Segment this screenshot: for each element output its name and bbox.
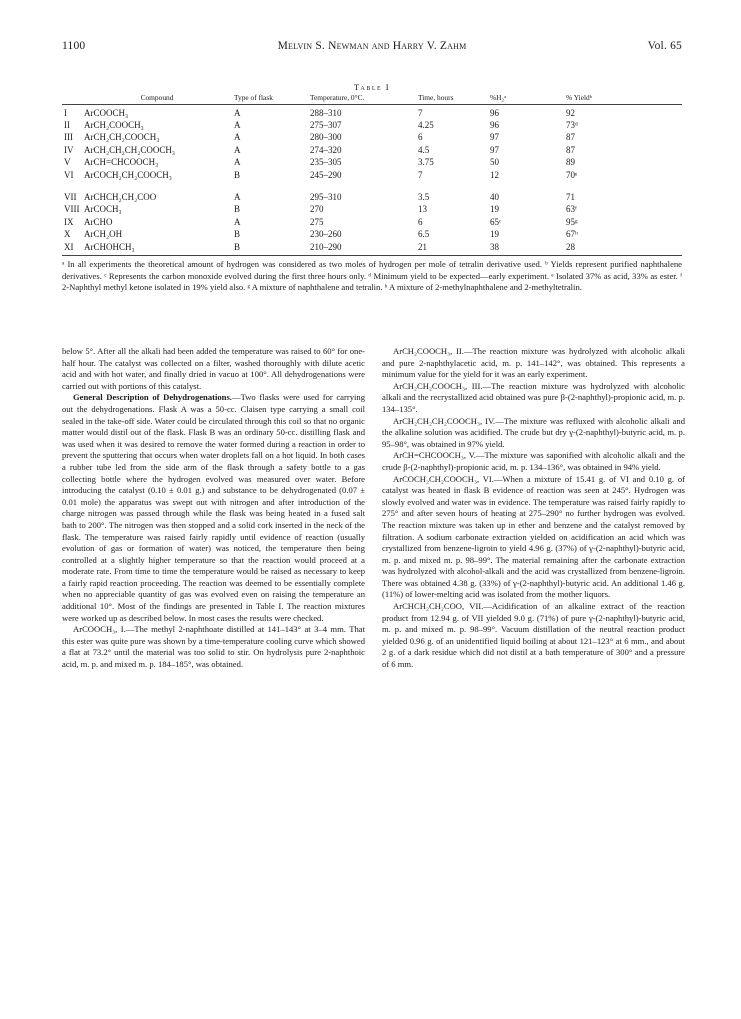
yield-percent: 67ʰ [566,229,578,240]
compound-formula: ArCOCH₂CH₂COOCH₃ [84,169,172,180]
table-row [62,229,682,241]
paragraph-general-description [62,392,365,624]
table-header-row [62,94,682,105]
paragraph-compound-iv [382,416,685,451]
time-hours: 7 [418,169,423,180]
volume-label: Vol. 65 [647,40,682,52]
temperature-range: 245–290 [310,169,342,180]
header-temperature: Temperature, 0°C. [308,94,416,105]
temperature-range: 270 [310,204,324,215]
temperature-range: 280–300 [310,132,342,143]
compound-formula: ArCHCH₂CH₂COO [84,192,157,203]
flask-type: B [234,241,241,252]
yield-percent: 87 [566,132,575,143]
row-number: IX [64,216,74,227]
h2-percent: 65ᶜ [490,216,502,227]
flask-type: B [234,169,241,180]
time-hours: 3.5 [418,192,430,203]
table-row [62,105,682,120]
paragraph-text: —Acidification of an alkaline extract of the reaction product from 12.94 g. of VII yielded 9.0 g. (71%) of pure γ-(2-naphthyl)-butyric acid, m. p. and mixed m. p. 98–99°. Vacuum distillation of the neutral reaction product yielded 0.96 g. of an unidentified liquid boiling at about 121–123° at 6 mm., and about 2 g. of a dark residue which did not distil at a bath temperature of 300° and a pressure of 6 mm. [382,601,685,670]
flask-type: A [234,120,241,131]
h2-percent: 12 [490,169,499,180]
time-hours: 6 [418,132,423,143]
table-row [62,119,682,131]
paragraph-compound-i [62,624,365,670]
h2-percent: 50 [490,157,499,168]
time-hours: 13 [418,204,427,215]
yield-percent: 71 [566,192,575,203]
table-title: Table I [353,82,391,92]
compound-heading: ArCH₂CH₂CH₂COOCH₃, IV. [393,415,496,426]
compound-formula: ArCH=CHCOOCH₃ [84,157,159,168]
header-yield: % Yieldᵇ [564,94,682,105]
paragraph-text: —The reaction mixture was hydrolyzed with alcoholic alkali and the recrystallized acid obtained was pure β-(2-naphthyl)-propionic acid, m. p. 134–135°. [382,380,685,414]
temperature-range: 235–305 [310,157,342,168]
row-number: I [64,107,67,118]
flask-type: B [234,204,241,215]
paragraph-catalyst: below 5°. After all the alkali had been added the temperature was raised to 60° for one-half hour. The catalyst was collected on a filter, washed thoroughly with dilute acetic acid and with hot water, and finally dried in vacuo at 100°. All dehydrogenations were carried out with portions of this catalyst. [62,346,365,391]
paragraph-compound-v [382,450,685,473]
left-column [62,346,365,671]
row-number: III [64,132,73,143]
header-time: Time, hours [416,94,488,105]
table-row [62,169,682,181]
temperature-range: 274–320 [310,144,342,155]
h2-percent: 96 [490,107,499,118]
compound-formula: ArCHOHCH₃ [84,241,135,252]
row-number: VIII [64,204,80,215]
right-column [382,346,685,671]
paragraph-text: —The methyl 2-naphthoate distilled at 141–143° at 3–4 mm. That this ester was quite pure was shown by a time-temperature cooling curve which showed a flat at 73.2° until the material was too solid to stir. On hydrolysis pure 2-naphthoic acid, m. p. and mixed m. p. 184–185°, was obtained. [62,624,365,670]
time-hours: 4.25 [418,120,434,131]
time-hours: 4.5 [418,144,430,155]
table-row [62,132,682,144]
yield-percent: 92 [566,107,575,118]
flask-type: B [234,229,241,240]
flask-type: A [234,132,241,143]
running-authors: Melvin S. Newman and Harry V. Zahm [277,40,467,52]
compound-formula: ArCOOCH₃ [84,107,129,118]
table-row [62,157,682,169]
compound-heading: ArCH=CHCOOCH₃, V. [393,450,476,461]
compound-formula: ArCH₂OH [84,229,123,240]
page [62,40,685,670]
time-hours: 6 [418,216,423,227]
table-row [62,144,682,156]
flask-type: A [234,157,241,168]
paragraph-text: —The reaction mixture was hydrolyzed with alcoholic alkali and pure 2-naphthylacetic acid, m. p. 141–142°, was obtained. This represents a minimum value for the yield for it was an early experiment. [382,346,685,380]
running-header [62,40,682,58]
row-number: II [64,120,70,131]
temperature-range: 230–260 [310,229,342,240]
time-hours: 3.75 [418,157,434,168]
row-number: X [64,229,71,240]
table-spacer [62,181,682,191]
table-row [62,216,682,228]
compound-formula: ArCH₂CH₂CH₂COOCH₃ [84,144,176,155]
row-number: IV [64,144,74,155]
compound-formula: ArCH₂CH₂COOCH₃ [84,132,160,143]
temperature-range: 288–310 [310,107,342,118]
row-number: XI [64,241,74,252]
yield-percent: 95ᵍ [566,216,578,227]
paragraph-compound-iii [382,381,685,416]
temperature-range: 210–290 [310,241,342,252]
temperature-range: 275–307 [310,120,342,131]
table-row [62,191,682,203]
header-compound: Compound [82,94,232,105]
compound-heading: ArCH₂CH₂COOCH₃, III. [393,380,483,391]
paragraph-text: —The mixture was refluxed with alcoholic alkali and the alkaline solution was acidified. The crude but dry γ-(2-naphthyl)-butyric acid, m. p. 95–98°, was obtained in 97% yield. [382,415,685,449]
row-number: VI [64,169,74,180]
table-row [62,204,682,216]
flask-type: A [234,107,241,118]
h2-percent: 40 [490,192,499,203]
time-hours: 6.5 [418,229,430,240]
paragraph-compound-vi [382,474,685,602]
compound-formula: ArCOCH₃ [84,204,122,215]
table-row [62,241,682,253]
h2-percent: 96 [490,120,499,131]
section-heading: General Description of Dehydrogenations. [73,392,232,403]
h2-percent: 97 [490,132,499,143]
yield-percent: 89 [566,157,575,168]
yield-percent: 63ᶠ [566,204,577,215]
page-number: 1100 [62,40,86,52]
paragraph-text: —When a mixture of 15.41 g. of VI and 0.10 g. of catalyst was heated in flask B evidence of reaction was seen at 245°. Hydrogen was slowly evolved and water was in evidence. The temperature was raised fairly rapidly to 275° and after seven hours of heating at 275–290° no further hydrogen was evolved. The reaction mixture was taken up in ether and benzene and the catalyst removed by filtration. A sodium carbonate extraction yielded on acidification an acid which was crystallized from benzene-ligroin to yield 4.96 g. (37%) of γ-(2-naphthyl)-butyric acid, m. p. and mixed m. p. 98–99°. The material remaining after the carbonate extraction was hydrolyzed with alcohol-alkali and the acid was crystallized from benzene-ligroin. There was obtained 4.38 g. (33%) of γ-(2-naphthyl)-butyric acid. An additional 1.46 g. (11%) of lower-melting acid was isolated from the mother liquors. [382,473,685,600]
paragraph-compound-vii [382,601,685,671]
row-number: VII [64,192,77,203]
paragraph-compound-ii [382,346,685,381]
temperature-range: 295–310 [310,192,342,203]
results-table [62,94,682,253]
header-number [62,94,82,105]
yield-percent: 28 [566,241,575,252]
flask-type: A [234,192,241,203]
row-number: V [64,157,71,168]
compound-formula: ArCHO [84,216,113,227]
compound-heading: ArCOOCH₃, I. [73,624,126,635]
h2-percent: 38 [490,241,499,252]
compound-heading: ArCHCH₂CH₂COO, VII. [393,601,484,612]
yield-percent: 70ᵉ [566,169,578,180]
yield-percent: 87 [566,144,575,155]
h2-percent: 19 [490,229,499,240]
time-hours: 21 [418,241,427,252]
h2-percent: 19 [490,204,499,215]
header-h2: %H₂ᵃ [488,94,564,105]
header-flask: Type of flask [232,94,308,105]
compound-heading: ArCH₂COOCH₃, II. [393,346,464,356]
flask-type: A [234,216,241,227]
flask-type: A [234,144,241,155]
time-hours: 7 [418,107,423,118]
yield-percent: 73ᵈ [566,120,578,131]
table-footnotes: ᵃ In all experiments the theoretical amount of hydrogen was considered as two moles of hydrogen per mole of tetralin derivative used. ᵇ Yields represent purified naphthalene derivatives. ᶜ Represents the carbon monoxide evolved during the first three hours only. ᵈ Minimum yield to be expected—early experiment. ᵉ Isolated 37% as acid, 33% as ester. ᶠ 2-Naphthyl methyl ketone isolated in 19% yield also. ᵍ A mixture of naphthalene and tetralin. ʰ A mixture of 2-methylnaphthalene and 2-methyltetralin. [62,255,682,294]
compound-formula: ArCH₂COOCH₃ [84,120,144,131]
h2-percent: 97 [490,144,499,155]
temperature-range: 275 [310,216,324,227]
table-body [62,105,682,254]
compound-heading: ArCOCH₂CH₂COOCH₃, VI. [393,473,494,484]
paragraph-text: —Two flasks were used for carrying out the dehydrogenations. Flask A was a 50-cc. Claisen type carrying a small coil sealed in the take-off side. Water could be circulated through this coil so that no organic matter would distil out of the flask. Flask B was an ordinary 50-cc. distilling flask and was used when it was desired to remove the water formed during a reaction in order to prevent the sputtering that occurs when water droplets fall on a hot liquid. In both cases a rubber tube led from the side arm of the flask through a safety bottle to a gas collecting bottle where the hydrogen evolved was measured over water. Before introducing the catalyst (0.10 ± 0.01 g.) and substance to be dehydrogenated (0.07 ± 0.01 mole) the apparatus was swept out with nitrogen and after introduction of the charge nitrogen was passed through while the flask was being heated in a fused salt bath to 200°. The nitrogen was then stopped and a solid cork inserted in the neck of the flask. The temperature was raised fairly rapidly until evidence of reaction (usually evolution of gas or formation of water) was noticed, the temperature then being controlled at a slightly higher temperature so that the reaction would proceed at a moderate rate. From time to time the temperature would be raised as necessary to keep a fairly rapid reaction proceeding. The reaction was deemed to be essentially complete when no appreciable quantity of gas was evolved even on raising the temperature an additional 10°. Most of the findings are presented in Table I. The reaction mixtures were worked up as described below. In most cases the results were checked. [62,392,365,623]
paragraph-text: —The mixture was saponified with alcoholic alkali and the crude β-(2-naphthyl)-propionic acid, m. p. 134–136°, was obtained in 94% yield. [382,450,685,472]
